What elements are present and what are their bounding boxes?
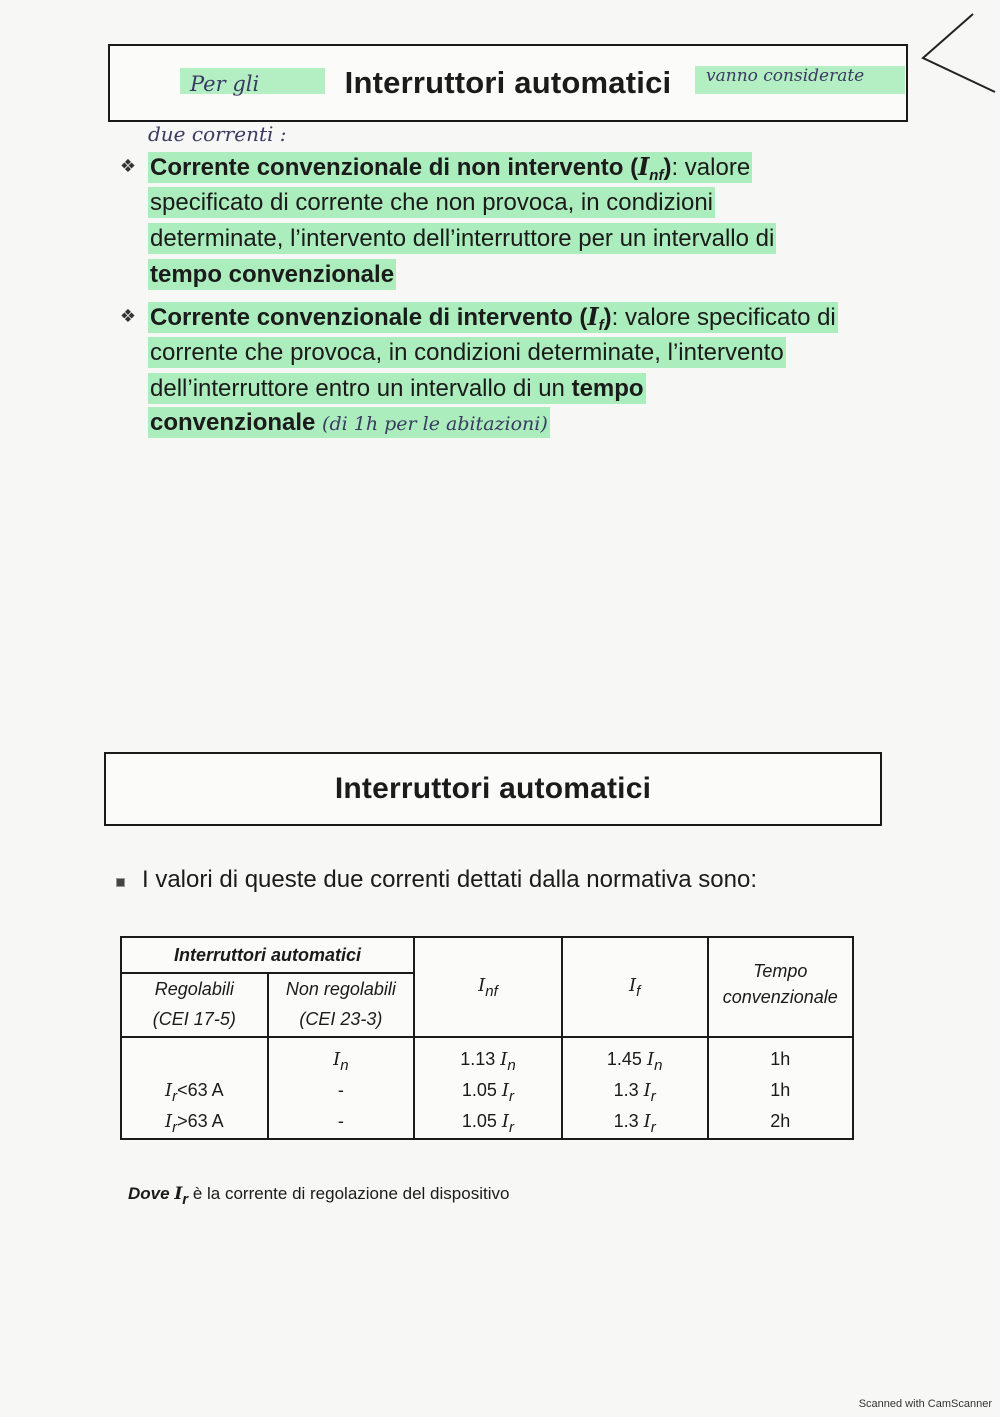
bullet2-line3 — [150, 372, 644, 405]
bullet1-line1-rest: : valore — [671, 154, 751, 181]
handwritten-suffix: vanno considerate — [706, 66, 865, 86]
corner-fold-mark — [915, 8, 1000, 98]
section2-title: Interruttori automatici — [334, 772, 652, 805]
table-col-inf: 1.13 $I_n$ 1.05 $I_r$ 1.05 $I_r$ — [414, 1037, 562, 1139]
table-header-inf: $I_{nf}$ — [414, 937, 562, 1037]
bullet1-line4-bold: tempo convenzionale — [150, 261, 395, 288]
table-col-tempo: 1h 1h 2h — [708, 1037, 853, 1139]
handwritten-second-line: due correnti : — [148, 122, 287, 146]
bullet1-line4 — [150, 258, 394, 291]
bullet2-line4-bold: convenzionale — [150, 409, 316, 436]
table-header-non-regolabili: Non regolabili (CEI 23-3) — [268, 973, 414, 1037]
bullet2-line3-plain: dell’interruttore entro un intervallo di un — [150, 375, 565, 402]
diamond-bullet-icon: ❖ — [119, 156, 137, 176]
bullet2-line2-text: corrente che provoca, in condizioni determinate, l’intervento — [150, 339, 784, 366]
section1-title: Interruttori automatici — [344, 65, 672, 100]
bullet1-line2 — [150, 186, 713, 219]
bullet2-line1: Corrente convenzionale di intervento $(I_f)$: valore specificato di — [150, 302, 836, 334]
bullet1-line3 — [150, 222, 774, 255]
bullet1-line2-text: specificato di corrente che non provoca, in condizioni — [150, 189, 713, 216]
table-group-header: Interruttori automatici — [121, 937, 414, 973]
bullet2-line1-rest: : valore specificato di — [611, 304, 836, 331]
section2-intro: I valori di queste due correnti dettati dalla normativa sono: — [142, 866, 758, 893]
table-header-if: $I_f$ — [562, 937, 708, 1037]
table-footnote: Dove Ir è la corrente di regolazione del dispositivo — [128, 1184, 510, 1208]
camscanner-watermark: Scanned with CamScanner — [858, 1398, 992, 1410]
table-header-tempo: Tempo convenzionale — [708, 937, 853, 1037]
bullet2-bold-lead: Corrente convenzionale di intervento — [150, 304, 573, 331]
table-col-non-regolabili: $I_n$ - - — [268, 1037, 414, 1139]
bullet2-line2 — [150, 336, 784, 369]
handwritten-prefix: Per gli — [190, 72, 260, 96]
handwritten-note-bullet2: (di 1h per le abitazioni) — [322, 413, 548, 435]
diamond-bullet-icon: ❖ — [119, 306, 137, 326]
norm-table — [120, 936, 854, 1140]
square-bullet-icon — [116, 878, 125, 887]
bullet2-line4 — [150, 406, 548, 441]
bullet1-line3-text: determinate, l’intervento dell’interruttore per un intervallo di — [150, 225, 775, 252]
bullet1-symbol: I — [638, 152, 650, 181]
table-header-regolabili: Regolabili (CEI 17-5) — [121, 973, 268, 1037]
table-col-regolabili: $I_r<63$ A $I_r>63$ A — [121, 1037, 268, 1139]
bullet2-symbol: I — [587, 302, 599, 331]
bullet2-symbol-sub: f — [598, 317, 604, 334]
table-col-if: 1.45 $I_n$ 1.3 $I_r$ 1.3 $I_r$ — [562, 1037, 708, 1139]
bullet2-line3-bold: tempo — [571, 375, 644, 402]
bullet1-symbol-sub: nf — [649, 167, 664, 184]
bullet1-bold-lead: Corrente convenzionale di non intervento — [150, 154, 624, 181]
bullet1-line1: Corrente convenzionale di non intervento $(I_{nf})$: valore — [150, 152, 751, 184]
section2-title-box — [104, 752, 882, 826]
